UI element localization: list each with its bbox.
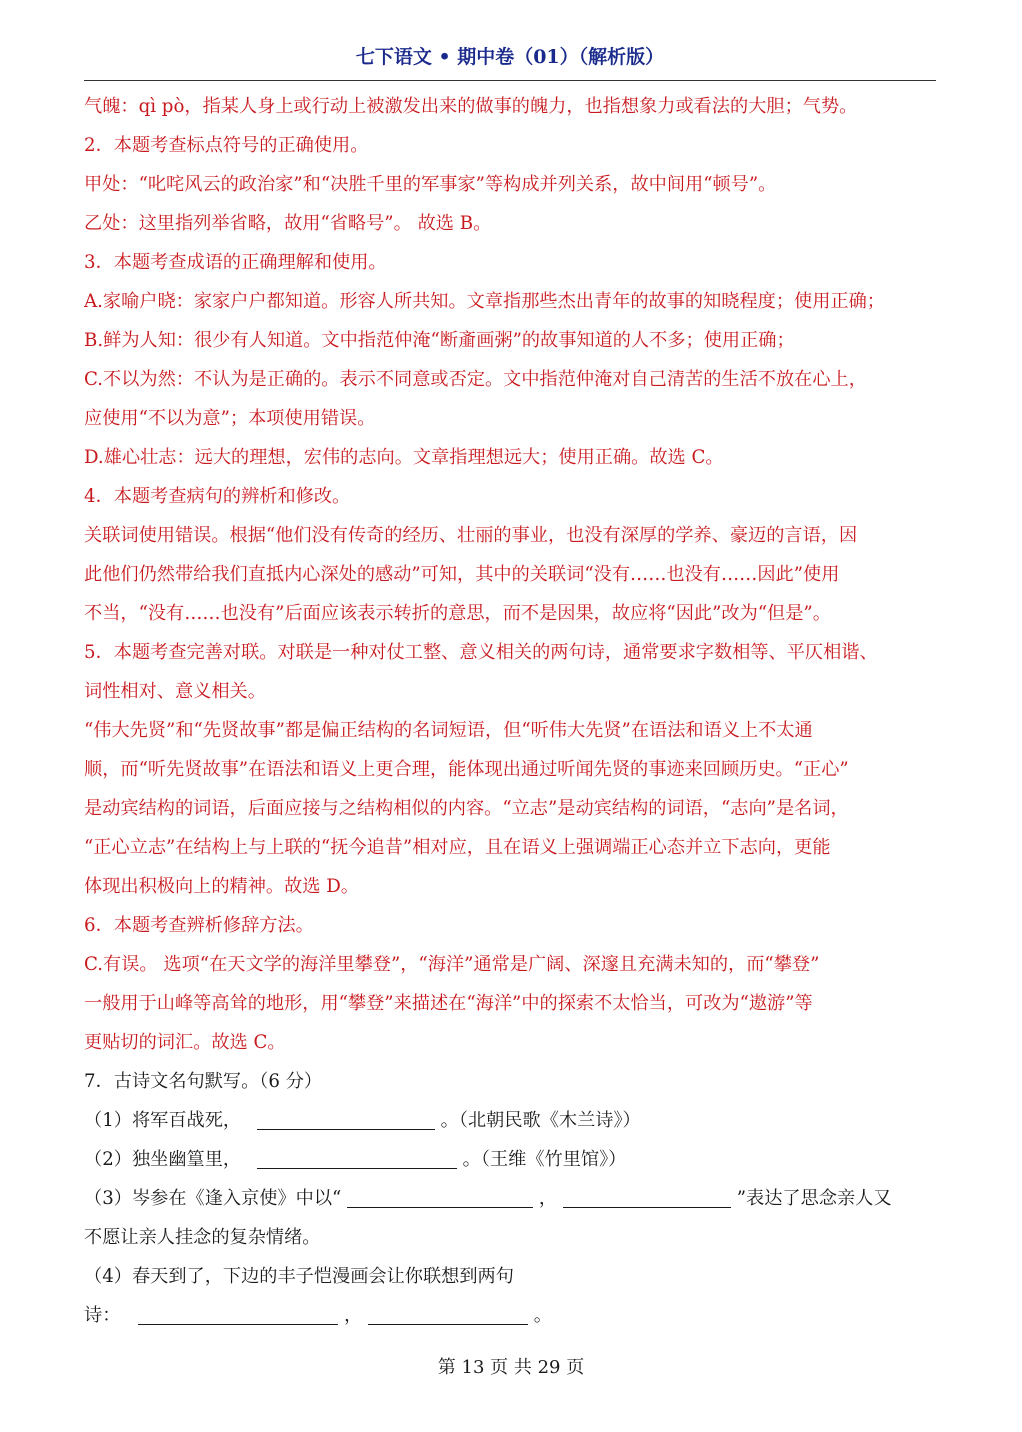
analysis-line: 乙处：这里指列举省略，故用“省略号”。 故选 B。 [84, 213, 492, 234]
analysis-line: 5．本题考查完善对联。对联是一种对仗工整、意义相关的两句诗，通常要求字数相等、平仄相谐、 [84, 642, 878, 663]
q7-4-suffix: 。 [533, 1305, 552, 1326]
question-7-4: （4）春天到了，下边的丰子恺漫画会让你联想到两句 [84, 1266, 514, 1287]
analysis-line: 甲处：“叱咤风云的政治家”和“决胜千里的军事家”等构成并列关系，故中间用“顿号”。 [84, 174, 777, 195]
q7-2-answer-blank[interactable] [257, 1146, 457, 1169]
analysis-line: 此他们仍然带给我们直抵内心深处的感动”可知，其中的关联词“没有……也没有……因此”使用 [84, 564, 840, 585]
analysis-line: 一般用于山峰等高耸的地形，用“攀登”来描述在“海洋”中的探索不太恰当，可改为“遨游”等 [84, 993, 813, 1014]
q7-3-prefix: （3）岑参在《逢入京使》中以“ [84, 1188, 342, 1209]
q7-4-comma: ， [343, 1305, 363, 1326]
analysis-line: “伟大先贤”和“先贤故事”都是偏正结构的名词短语，但“听伟大先贤”在语法和语义上不太通 [84, 720, 813, 741]
question-7-4-answer-line [84, 1296, 944, 1335]
analysis-line: C.有误。 选项“在天文学的海洋里攀登”，“海洋”通常是广阔、深邃且充满未知的，而“攀登” [84, 954, 820, 975]
analysis-line: 不当，“没有……也没有”后面应该表示转折的意思，而不是因果，故应将“因此”改为“但是”。 [84, 603, 831, 624]
analysis-line: 顺，而“听先贤故事”在语法和语义上更合理，能体现出通过听闻先贤的事迹来回顾历史。“正心” [84, 759, 849, 780]
analysis-line: 6．本题考查辨析修辞方法。 [84, 915, 314, 936]
q7-1-prefix: （1）将军百战死， [84, 1110, 242, 1131]
analysis-line: 气魄：qì pò，指某人身上或行动上被激发出来的做事的魄力，也指想象力或看法的大胆；气势。 [84, 96, 858, 117]
analysis-line: C.不以为然：不认为是正确的。表示不同意或否定。文中指范仲淹对自己清苦的生活不放在心上， [84, 369, 867, 390]
analysis-line: B.鲜为人知：很少有人知道。文中指范仲淹“断齑画粥”的故事知道的人不多；使用正确； [84, 330, 795, 351]
header-divider [84, 80, 936, 81]
q7-3-suffix: ”表达了思念亲人又 [736, 1188, 892, 1209]
q7-3-comma: ， [538, 1188, 558, 1209]
analysis-line: “正心立志”在结构上与上联的“抚今追昔”相对应，且在语义上强调端正心态并立下志向，更能 [84, 837, 831, 858]
question-7-3-continued: 不愿让亲人挂念的复杂情绪。 [84, 1227, 321, 1248]
question-7-title: 7．古诗文名句默写。（6 分） [84, 1071, 323, 1092]
analysis-line: 是动宾结构的词语，后面应接与之结构相似的内容。“立志”是动宾结构的词语，“志向”是名词， [84, 798, 849, 819]
analysis-line: 体现出积极向上的精神。故选 D。 [84, 876, 359, 897]
analysis-line: 3．本题考查成语的正确理解和使用。 [84, 252, 387, 273]
analysis-line: A.家喻户晓：家家户户都知道。形容人所共知。文章指那些杰出青年的故事的知晓程度；使用正确； [84, 291, 885, 312]
q7-1-answer-blank[interactable] [257, 1107, 435, 1130]
q7-3-answer-blank-1[interactable] [347, 1185, 533, 1208]
analysis-line: D.雄心壮志：远大的理想，宏伟的志向。文章指理想远大；使用正确。故选 C。 [84, 447, 724, 468]
q7-4-prefix: 诗： [84, 1305, 121, 1326]
analysis-line: 关联词使用错误。根据“他们没有传奇的经历、壮丽的事业，也没有深厚的学养、豪迈的言语，因 [84, 525, 858, 546]
analysis-line: 4．本题考查病句的辨析和修改。 [84, 486, 351, 507]
question-7-2 [84, 1140, 944, 1179]
q7-2-prefix: （2）独坐幽篁里， [84, 1149, 242, 1170]
page-header-title: 七下语文 • 期中卷（01）（解析版） [355, 46, 665, 68]
analysis-line: 更贴切的词汇。故选 C。 [84, 1032, 286, 1053]
q7-1-suffix: 。（北朝民歌《木兰诗》） [440, 1110, 641, 1131]
page-footer-number: 第 13 页 共 29 页 [437, 1357, 585, 1378]
q7-2-suffix: 。（王维《竹里馆》） [462, 1149, 627, 1170]
q7-4-answer-blank-2[interactable] [368, 1302, 528, 1325]
analysis-line: 词性相对、意义相关。 [84, 681, 266, 702]
q7-3-answer-blank-2[interactable] [563, 1185, 731, 1208]
analysis-line: 应使用“不以为意”；本项使用错误。 [84, 408, 376, 429]
question-7-1 [84, 1101, 944, 1140]
analysis-line: 2．本题考查标点符号的正确使用。 [84, 135, 369, 156]
page-body [84, 87, 944, 1335]
question-7 [84, 1062, 944, 1335]
question-7-3 [84, 1179, 944, 1218]
q7-4-answer-blank-1[interactable] [138, 1302, 338, 1325]
analysis-section [84, 87, 944, 1062]
